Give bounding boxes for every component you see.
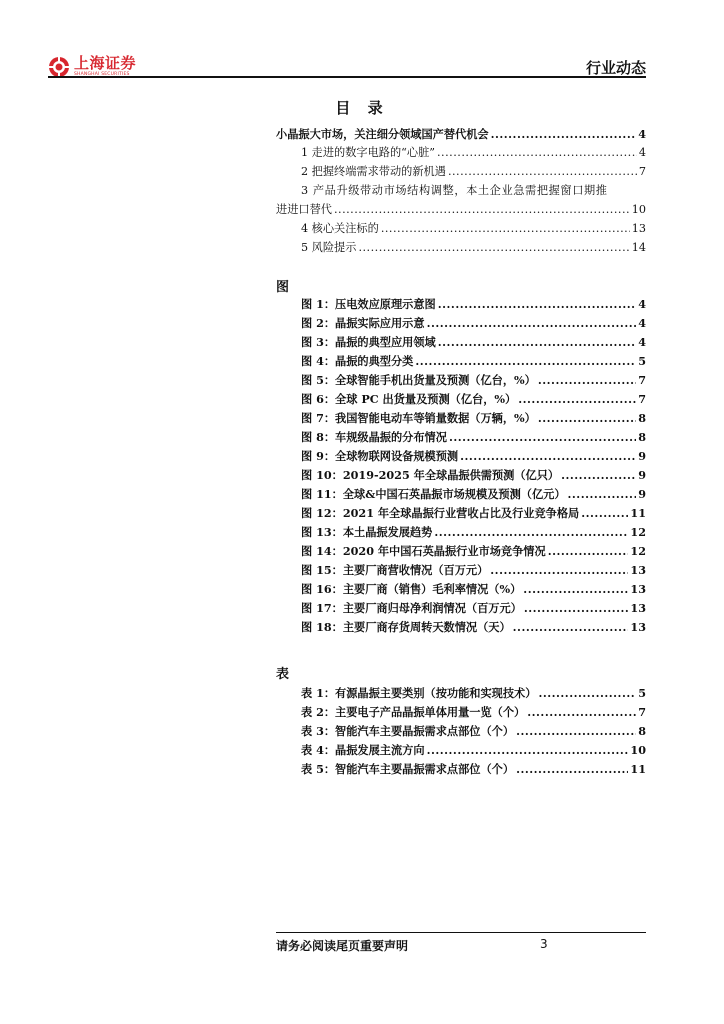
figure-entry[interactable] [276, 563, 646, 577]
figure-entry-label: 图 10：2019-2025 年全球晶振供需预测（亿只） [301, 468, 560, 482]
figure-entry[interactable] [276, 620, 646, 634]
figure-entry-label: 图 17：主要厂商归母净利润情况（百万元） [301, 601, 522, 615]
figure-entry-page: 13 [630, 620, 646, 634]
report-category: 行业动态 [585, 59, 646, 77]
toc-chapter-2[interactable] [276, 165, 646, 179]
figure-entry[interactable] [276, 525, 646, 539]
figure-entry[interactable] [276, 392, 646, 406]
figure-entry-label: 图 3：晶振的典型应用领域 [301, 335, 436, 349]
toc-chapter-5[interactable] [276, 241, 646, 255]
table-entry-label: 表 2：主要电子产品晶振单体用量一览（个） [301, 705, 526, 719]
table-entry-label: 表 5：智能汽车主要晶振需求点部位（个） [301, 762, 515, 776]
header-divider [48, 76, 646, 78]
figure-entry-label: 图 18：主要厂商存货周转天数情况（天） [301, 620, 511, 634]
figure-entry[interactable] [276, 506, 646, 520]
figure-entry[interactable] [276, 468, 646, 482]
toc-entry-page: 13 [631, 222, 646, 235]
toc-chapter-4[interactable] [276, 222, 646, 236]
toc-title: 目 录 [335, 99, 389, 117]
figure-entry-page: 8 [638, 411, 646, 425]
figure-entry[interactable] [276, 316, 646, 330]
figure-entry-label: 图 11：全球&中国石英晶振市场规模及预测（亿元） [301, 487, 566, 501]
toc-entry-page: 10 [631, 203, 646, 216]
figure-entry[interactable] [276, 430, 646, 444]
table-entry[interactable] [276, 705, 646, 719]
figure-entry-page: 13 [630, 601, 646, 615]
figure-entry-label: 图 16：主要厂商（销售）毛利率情况（%） [301, 582, 522, 596]
figure-entry-page: 7 [638, 373, 646, 387]
toc-entry-label: 4 核心关注标的 [301, 222, 379, 235]
toc-entry-label: 2 把握终端需求带动的新机遇 [301, 165, 446, 178]
logo-name-cn: 上海证券 [74, 54, 137, 73]
figure-entry-page: 12 [630, 544, 646, 558]
table-entry[interactable] [276, 686, 646, 700]
logo-icon [48, 56, 70, 78]
figure-entry[interactable] [276, 449, 646, 463]
figure-entry-label: 图 8：车规级晶振的分布情况 [301, 430, 447, 444]
company-logo [48, 56, 136, 78]
figure-entry-label: 图 12：2021 年全球晶振行业营收占比及行业竞争格局 [301, 506, 580, 520]
figure-entry-page: 5 [638, 354, 646, 368]
table-entry-page: 10 [630, 743, 646, 757]
figure-entry-page: 12 [630, 525, 646, 539]
figure-entry-page: 4 [638, 316, 646, 330]
figure-entry-label: 图 13：本土晶振发展趋势 [301, 525, 433, 539]
table-entry-label: 表 4：晶振发展主流方向 [301, 743, 425, 757]
figure-entry-label: 图 2：晶振实际应用示意 [301, 316, 425, 330]
figure-entry-page: 7 [638, 392, 646, 406]
table-entry[interactable] [276, 762, 646, 776]
footer-divider [276, 932, 646, 933]
figure-entry-page: 11 [630, 506, 646, 520]
table-entry-page: 5 [638, 686, 646, 700]
figure-entry-page: 13 [630, 582, 646, 596]
toc-entry-label: 小晶振大市场，关注细分领域国产替代机会 [276, 127, 489, 141]
footer-disclaimer: 请务必阅读尾页重要声明 [276, 939, 409, 953]
figure-entry-label: 图 1：压电效应原理示意图 [301, 297, 436, 311]
figure-entry-page: 13 [630, 563, 646, 577]
table-entry[interactable] [276, 724, 646, 738]
toc-entry-page: 14 [631, 241, 646, 254]
figure-entry-label: 图 9：全球物联网设备规模预测 [301, 449, 459, 463]
figure-entry-page: 9 [638, 468, 646, 482]
figure-entry[interactable] [276, 373, 646, 387]
toc-entry-label: 进进口替代 [276, 203, 332, 216]
figure-entry-label: 图 14：2020 年中国石英晶振行业市场竞争情况 [301, 544, 546, 558]
table-entry-label: 表 3：智能汽车主要晶振需求点部位（个） [301, 724, 515, 738]
figure-entry-label: 图 6：全球 PC 出货量及预测（亿台，%） [301, 392, 517, 406]
figures-heading: 图 [276, 280, 290, 295]
page-number: 3 [540, 937, 548, 951]
table-entry-page: 7 [638, 705, 646, 719]
logo-name-en: SHANGHAI SECURITIES [74, 72, 130, 78]
figure-entry[interactable] [276, 297, 646, 311]
figure-entry[interactable] [276, 582, 646, 596]
toc-entry-label: 1 走进的数字电路的“心脏” [301, 146, 435, 159]
table-entry-page: 11 [630, 762, 646, 776]
figure-entry[interactable] [276, 411, 646, 425]
figure-entry-page: 9 [638, 449, 646, 463]
figure-entry[interactable] [276, 601, 646, 615]
toc-chapter-3-line1[interactable]: 3 产品升级带动市场结构调整，本土企业急需把握窗口期推 [301, 184, 608, 197]
figure-entry-page: 4 [638, 335, 646, 349]
figure-entry[interactable] [276, 487, 646, 501]
figure-entry-page: 8 [638, 430, 646, 444]
figure-entry-label: 图 4：晶振的典型分类 [301, 354, 414, 368]
tables-heading: 表 [276, 667, 290, 682]
figure-entry-label: 图 15：主要厂商营收情况（百万元） [301, 563, 489, 577]
toc-entry-page: 4 [638, 127, 646, 141]
toc-entry-main[interactable] [276, 127, 646, 141]
figure-entry-label: 图 5：全球智能手机出货量及预测（亿台，%） [301, 373, 536, 387]
toc-entry-page: 7 [638, 165, 646, 178]
table-entry-label: 表 1：有源晶振主要类别（按功能和实现技术） [301, 686, 537, 700]
toc-entry-page: 4 [638, 146, 646, 159]
toc-chapter-1[interactable] [276, 146, 646, 160]
figure-entry[interactable] [276, 335, 646, 349]
figure-entry[interactable] [276, 544, 646, 558]
table-entry-page: 8 [638, 724, 646, 738]
toc-chapter-3[interactable] [276, 203, 646, 217]
figure-entry-page: 9 [638, 487, 646, 501]
figure-entry-page: 4 [638, 297, 646, 311]
toc-entry-label: 5 风险提示 [301, 241, 357, 254]
figure-entry-label: 图 7：我国智能电动车等销量数据（万辆，%） [301, 411, 536, 425]
table-entry[interactable] [276, 743, 646, 757]
figure-entry[interactable] [276, 354, 646, 368]
